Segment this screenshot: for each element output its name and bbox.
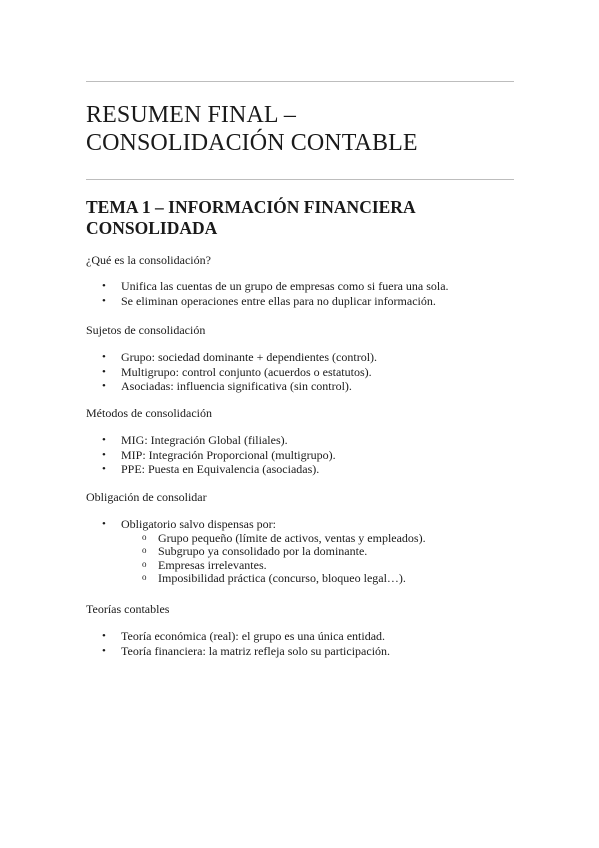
sublist-item: o Empresas irrelevantes. <box>121 559 526 573</box>
sublist-item: o Imposibilidad práctica (concurso, bloqueo legal…). <box>121 572 526 586</box>
section-sujetos <box>86 323 526 337</box>
list-item: • Grupo: sociedad dominante + dependientes (control). <box>86 350 526 365</box>
list-item: • PPE: Puesta en Equivalencia (asociadas). <box>86 462 526 477</box>
list-item: • Unifica las cuentas de un grupo de empresas como si fuera una sola. <box>86 279 526 294</box>
list-item: • Multigrupo: control conjunto (acuerdos o estatutos). <box>86 365 526 380</box>
section-que-es <box>86 253 526 267</box>
heading-line-1: TEMA 1 – INFORMACIÓN FINANCIERA <box>86 197 416 217</box>
heading-line-2: CONSOLIDADA <box>86 218 218 238</box>
list-sujetos <box>86 350 526 394</box>
section-label: Obligación de consolidar <box>86 490 207 504</box>
section-label: Métodos de consolidación <box>86 406 212 420</box>
section-heading <box>86 197 526 239</box>
list-obligacion <box>86 517 526 586</box>
title-line-1: RESUMEN FINAL – <box>86 102 296 128</box>
list-item-text: Obligatorio salvo dispensas por: <box>121 517 276 531</box>
sublist-item: o Subgrupo ya consolidado por la dominante. <box>121 545 526 559</box>
section-metodos <box>86 406 526 420</box>
list-metodos <box>86 433 526 477</box>
section-obligacion <box>86 490 526 504</box>
section-label: Teorías contables <box>86 602 170 616</box>
section-label: ¿Qué es la consolidación? <box>86 253 211 267</box>
sublist-item: o Grupo pequeño (límite de activos, ventas y empleados). <box>121 532 526 546</box>
list-item: • Teoría económica (real): el grupo es una única entidad. <box>86 629 526 644</box>
list-item: • Asociadas: influencia significativa (sin control). <box>86 379 526 394</box>
section-teorias <box>86 602 526 616</box>
list-item: • Teoría financiera: la matriz refleja solo su participación. <box>86 644 526 659</box>
list-item: • MIG: Integración Global (filiales). <box>86 433 526 448</box>
title-line-2: CONSOLIDACIÓN CONTABLE <box>86 130 418 156</box>
top-divider <box>86 81 514 82</box>
section-label: Sujetos de consolidación <box>86 323 206 337</box>
list-item <box>86 517 526 586</box>
list-item: • MIP: Integración Proporcional (multigrupo). <box>86 448 526 463</box>
sublist <box>121 532 526 586</box>
list-item: • Se eliminan operaciones entre ellas para no duplicar información. <box>86 294 526 309</box>
list-que-es <box>86 279 526 308</box>
list-teorias <box>86 629 526 658</box>
document-title <box>86 101 526 157</box>
title-divider <box>86 179 514 180</box>
